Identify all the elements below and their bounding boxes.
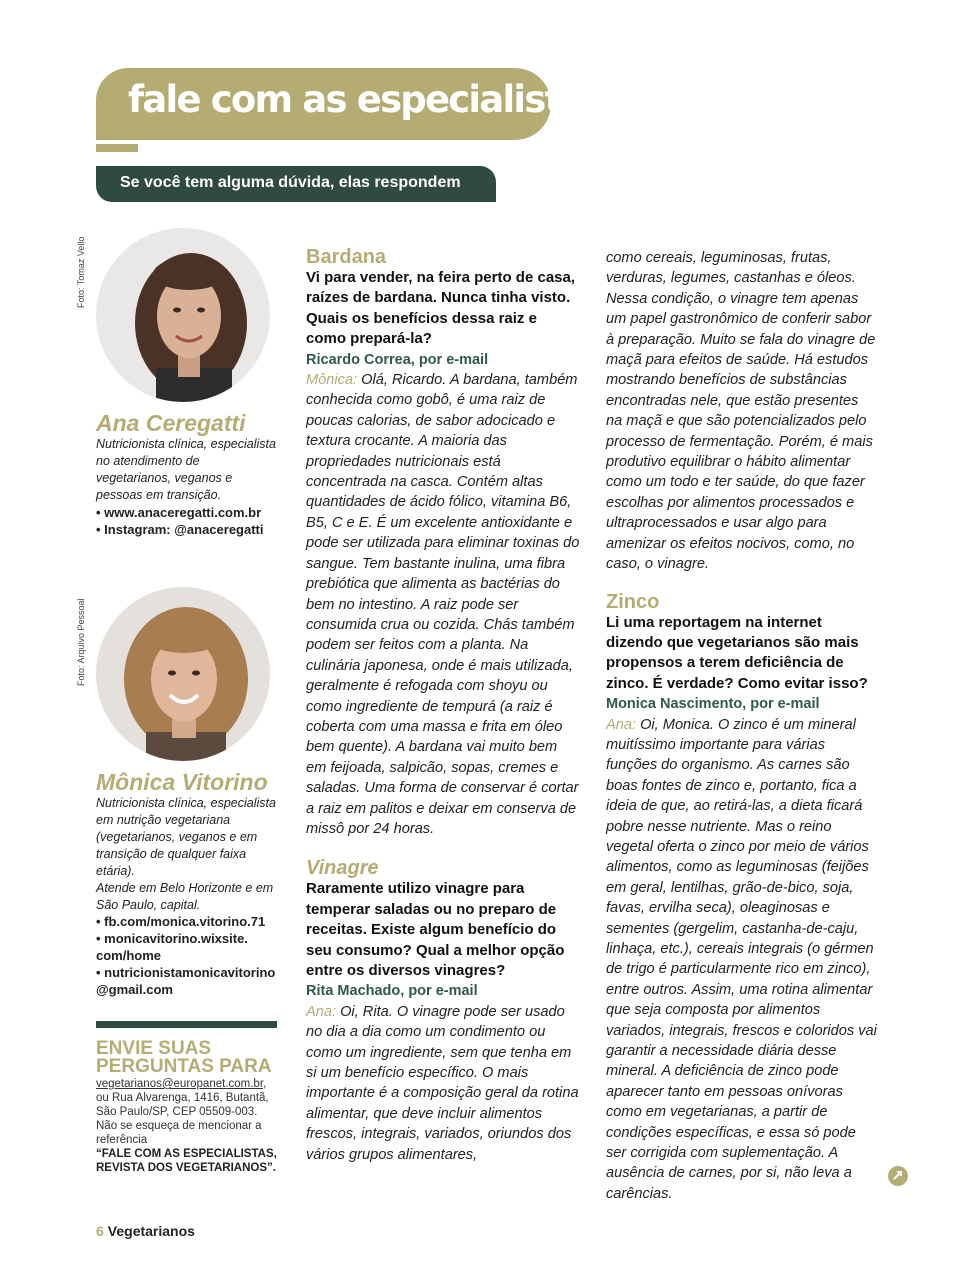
page-title: fale com as especialistas [128,78,604,121]
specialist-links-monica [96,913,278,998]
specialist-description-ana: Nutricionista clínica, especialista no atendimento de vegetarianos, veganos e pessoas em transição. [96,437,276,502]
send-questions-title-line2: PERGUNTAS PARA [96,1056,272,1077]
specialist-location-monica: Atende em Belo Horizonte e em São Paulo, capital. [96,881,274,912]
email-link-cont[interactable]: @gmail.com [96,982,173,997]
answer-text-zinco: Oi, Monica. O zinco é um mineral muitíssimo importante para várias funções do organismo. As carnes são boas fontes de zinco e, portanto, fica a ideia de que, ao retirá-las, a dieta ficará pobre nesse nutriente. Mas o reino vegetal oferta o zinco por meio de vários alimentos, como as leguminosas (feijões em geral, lentilhas, grão-de-bico, soja, favas, ervilha seca), oleaginosas e sementes (gergelim, castanha-de-caju, linhaça, etc.), cereais integrais (o gérmen de trigo é particularmente rico em zinco), entre outros. Assim, uma rotina alimentar que seja composta por alimentos variados, integrais, frescos e coloridos vai garantir a necessidade diária desse mineral. A deficiência de zinco pode aparecer tanto em pessoas onívoras como em vegetarianas, a partir de condições específicas, e essa só pode ser corrigida com suplementação. A ausência de carnes, por si, não leva a carências. [606,716,877,1202]
answer-vinagre-continued: como cereais, leguminosas, frutas, verduras, legumes, castanhas e óleos. Nessa condição, o vinagre tem apenas um papel gastronômico de conferir sabor à preparação. Muito se fala do vinagre de maçã para efeitos de saúde. Há estudos mostrando benefícios de substâncias encontradas nele, que estão presentes na maçã e que são potencializados pelo processo de fermentação. Porém, é mais produtivo equilibrar o hábito alimentar como um todo e ter saúde, do que fazer escolhas por alimentos processados e ultraprocessados e usar algo para amenizar os efeitos nocivos, como, no caso, o vinagre. [606,250,876,573]
question-bardana: Vi para vender, na feira perto de casa, raízes de bardana. Nunca tinha visto. Quais os benefícios dessa raiz e como prepará-la? [306,269,576,348]
page-subtitle: Se você tem alguma dúvida, elas respondem [120,174,461,191]
section-title-bardana: Bardana [306,246,387,268]
portrait-monica [96,587,270,761]
magazine-name: Vegetarianos [107,1223,195,1239]
facebook-link[interactable]: • fb.com/monica.vitorino.71 [96,914,266,929]
question-vinagre: Raramente utilizo vinagre para temperar saladas ou no preparo de receitas. Existe algum benefício do seu consumo? Qual a melhor opção entre os diversos vinagres? [306,880,565,979]
answer-by-vinagre: Ana: [306,1003,337,1020]
author-vinagre: Rita Machado, por e-mail [306,983,478,1000]
answer-bardana [306,370,581,839]
author-bardana: Ricardo Correa, por e-mail [306,351,489,368]
end-mark-icon [888,1166,908,1186]
website-link[interactable]: • www.anaceregatti.com.br [96,505,262,520]
answer-text-vinagre: Oi, Rita. O vinagre pode ser usado no dia a dia como um condimento ou como um ingrediente, sem que tenha em si um benefício específico. O mais importante é a composição geral da rotina alimentar, que deve incluir alimentos frescos, integrais, variados, oriundos dos vários grupos alimentares, [306,1003,579,1163]
contact-address: , ou Rua Alvarenga, 1416, Butantã, São Paulo/SP, CEP 05509-003. Não se esqueça de mencionar a referência [96,1078,269,1146]
website-link[interactable]: • monicavitorino.wixsite. [96,931,248,946]
section-title-zinco: Zinco [606,590,660,613]
contact-email-link[interactable]: vegetarianos@europanet.com.br [96,1078,264,1090]
send-questions-title-line1: ENVIE SUAS [96,1038,212,1059]
question-zinco: Li uma reportagem na internet dizendo que vegetarianos são mais propensos a terem deficiência de zinco. É verdade? Como evitar isso? [606,613,868,692]
answer-zinco [606,715,878,1205]
header-accent-bar [96,144,138,152]
specialist-name-monica: Mônica Vitorino [96,769,268,795]
specialist-description-monica: Nutricionista clínica, especialista em nutrição vegetariana (vegetarianos, veganos e em transição de qualquer faixa etária). [96,796,276,878]
section-title-vinagre: Vinagre [306,857,379,880]
column-right [606,248,878,1204]
answer-by-bardana: Mônica: [306,372,358,389]
photo-credit-1: Foto: Tomaz Vello [76,236,86,308]
footer [96,1223,195,1239]
portrait-ana [96,228,270,402]
column-middle [306,246,581,1165]
send-questions-title [96,1040,296,1076]
author-zinco: Monica Nascimento, por e-mail [606,696,820,713]
send-questions-body [96,1077,281,1175]
photo-credit-2: Foto: Arquivo Pessoal [76,598,86,686]
answer-by-zinco: Ana: [606,716,637,733]
website-link-cont[interactable]: com/home [96,948,162,963]
page-number: 6 [96,1223,104,1239]
answer-vinagre [306,1002,581,1165]
instagram-link[interactable]: • Instagram: @anaceregatti [96,522,264,537]
answer-text-bardana: Olá, Ricardo. A bardana, também conhecida como gobô, é uma raiz de poucas calorias, de sabor adocicado e textura crocante. A maioria das propriedades nutricionais está concentrada na casca. Contém altas quantidades de ácido fólico, vitamina B6, B5, C e E. É um excelente antioxidante e pode ser utilizada para eliminar toxinas do sangue. Tem bastante inulina, uma fibra prebiótica que alimenta as bactérias do bem no intestino. A raiz pode ser consumida crua ou cozida. Chás também podem ser feitos com a planta. Na culinária japonesa, onde é mais utilizada, geralmente é refogada com shoyu ou como ingrediente de tempurá (a raiz é coberta com uma massa e frita em óleo bem quente). A bardana vai muito bem em feijoada, salpicão, sopas, cremes e saladas. Uma forma de conservar é cortar a raiz em palitos e deixar em conserva de missô por 24 horas. [306,372,580,837]
reference-text: “FALE COM AS ESPECIALISTAS, REVISTA DOS VEGETARIANOS”. [96,1148,277,1174]
divider [96,1021,277,1028]
specialist-links-ana [96,504,278,538]
specialist-name-ana: Ana Ceregatti [96,410,246,436]
email-link[interactable]: • nutricionistamonicavitorino [96,965,276,980]
